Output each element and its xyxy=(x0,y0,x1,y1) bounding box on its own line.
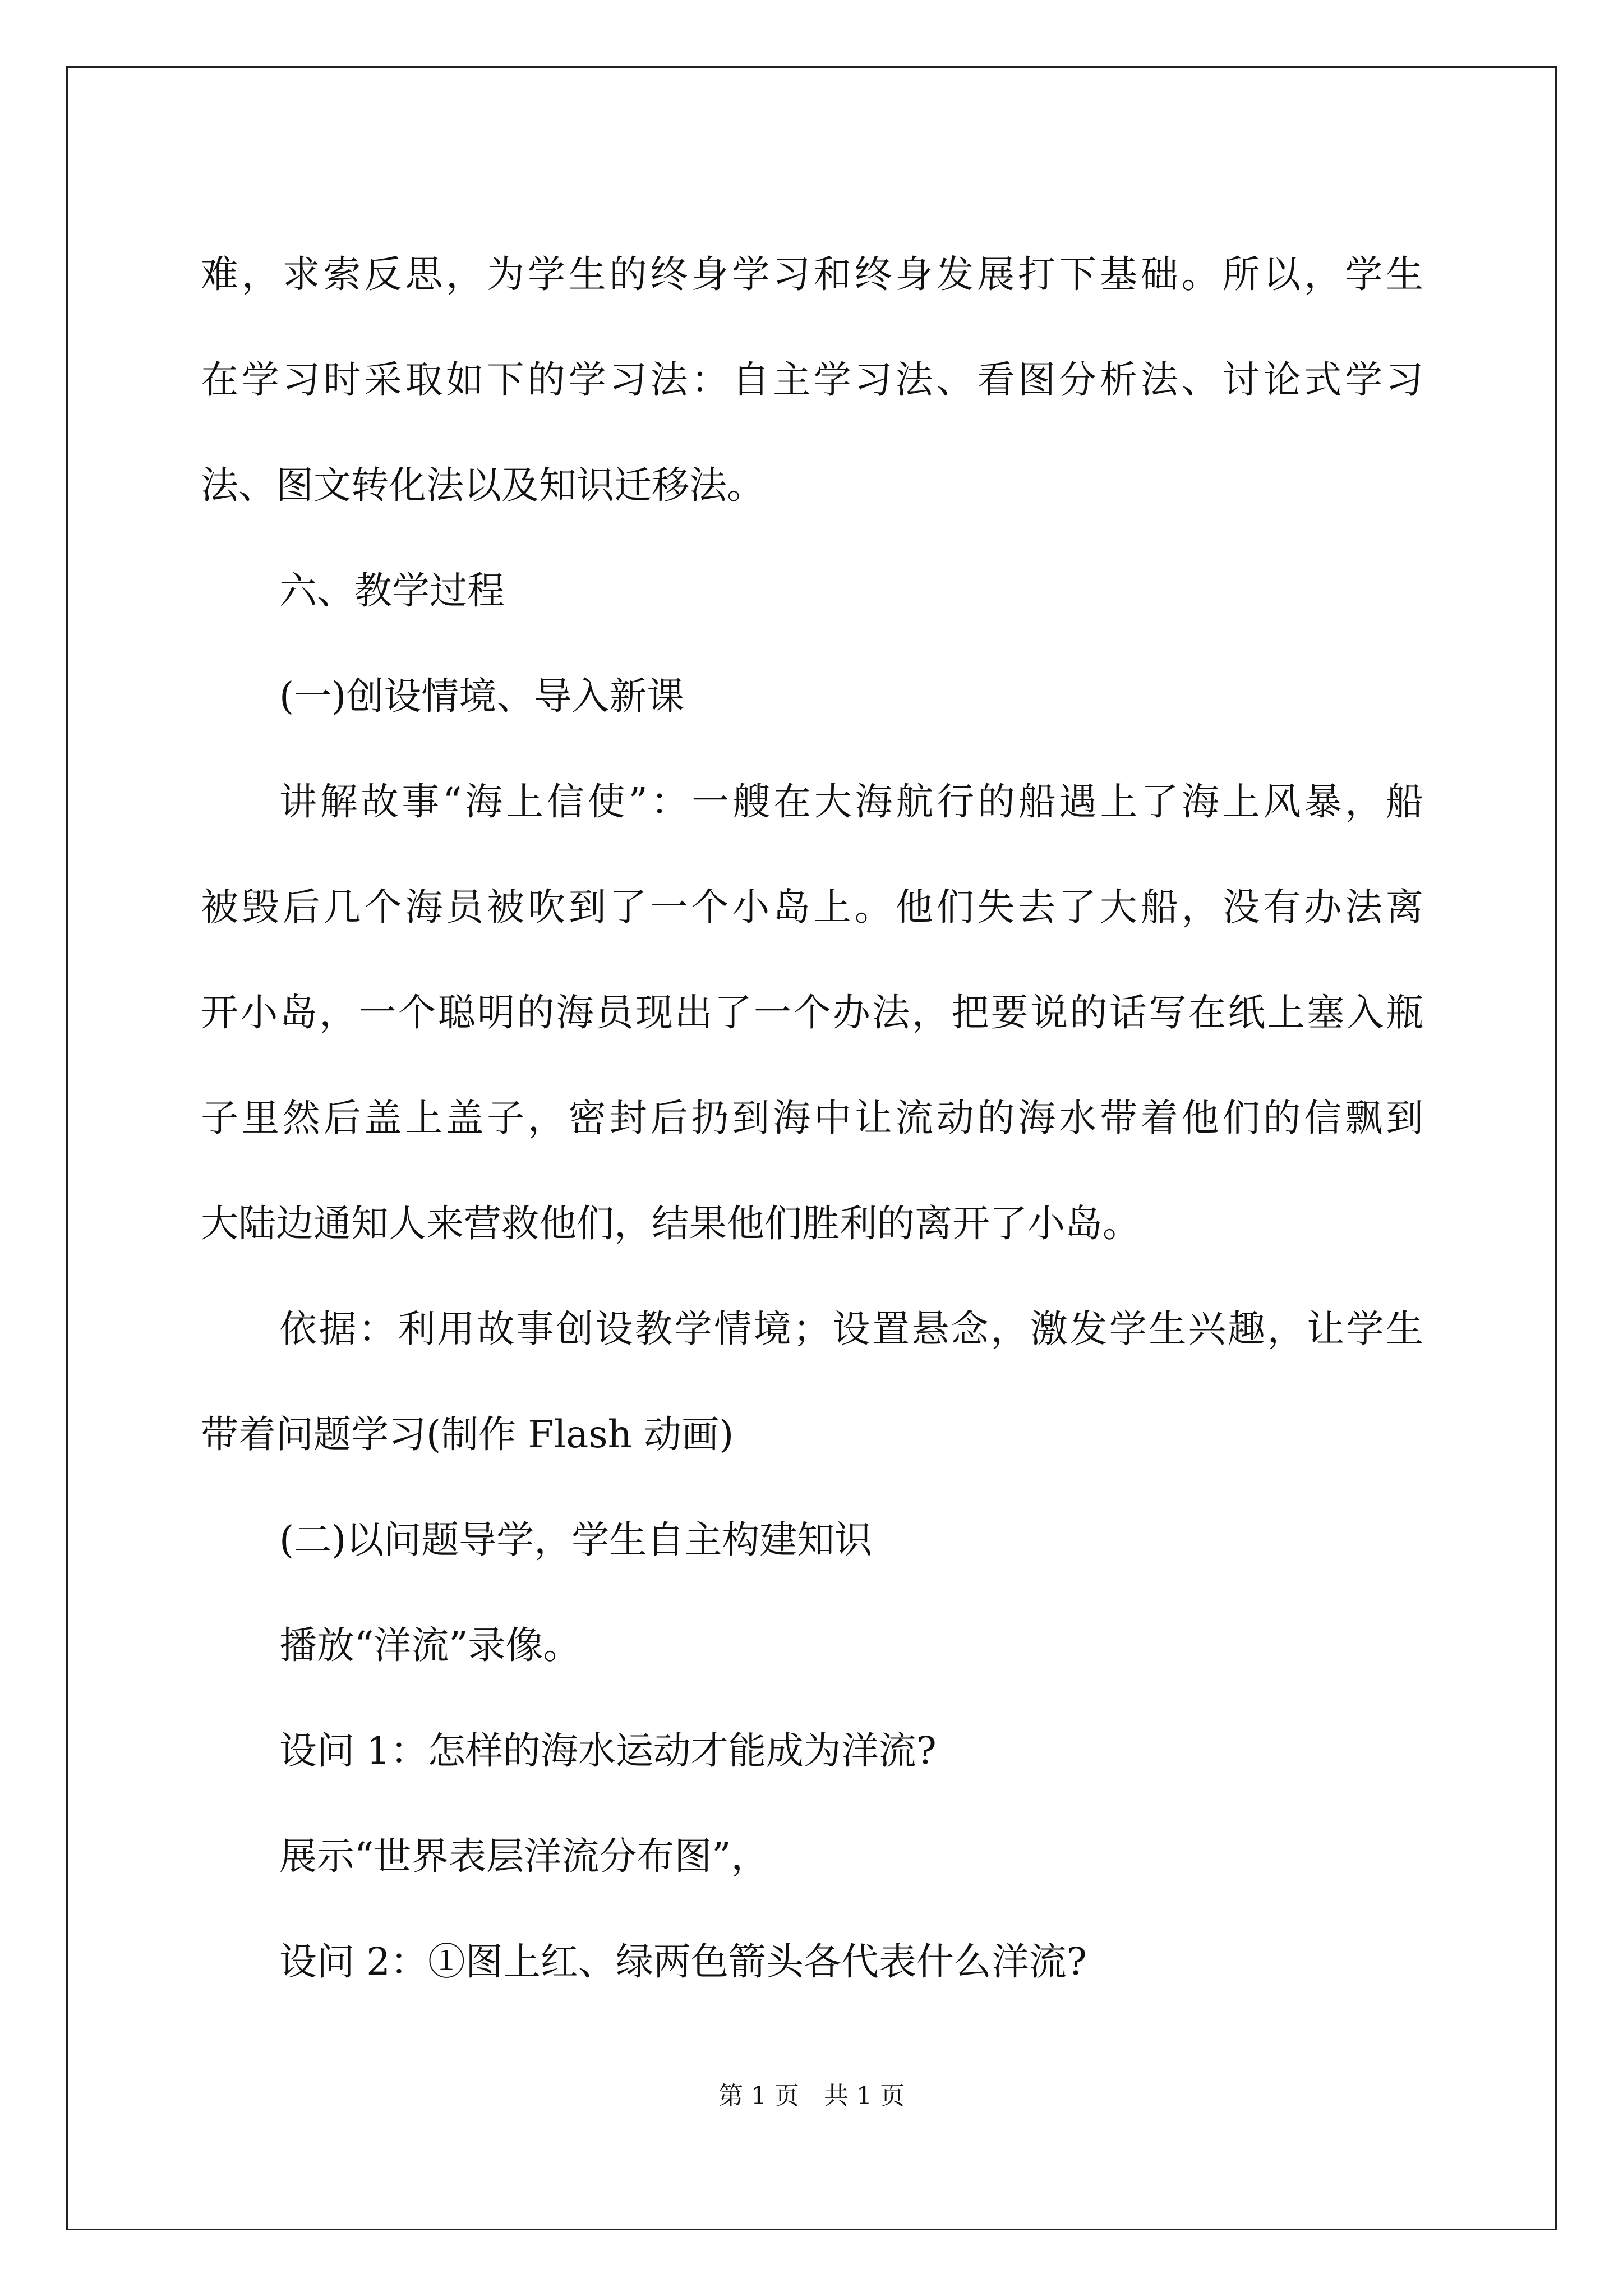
page-footer: 第 1 页 共 1 页 xyxy=(718,2082,905,2110)
paragraph-line: 播放“洋流”录像。 xyxy=(279,1623,581,1667)
section-heading: 六、教学过程 xyxy=(279,569,505,613)
paragraph-line: 设问 1：怎样的海水运动才能成为洋流? xyxy=(279,1729,937,1773)
paragraph-line: 被毁后几个海员被吹到了一个小岛上。他们失去了大船，没有办法离 xyxy=(201,885,1423,929)
document-body xyxy=(201,222,1423,2014)
paragraph-line: 开小岛，一个聪明的海员现出了一个办法，把要说的话写在纸上塞入瓶 xyxy=(201,991,1423,1034)
paragraph-line: 依据：利用故事创设教学情境；设置悬念，激发学生兴趣，让学生 xyxy=(279,1307,1423,1351)
paragraph-line: 难，求索反思，为学生的终身学习和终身发展打下基础。所以，学生 xyxy=(201,252,1423,296)
paragraph-line: 展示“世界表层洋流分布图”， xyxy=(279,1834,769,1878)
paragraph-line: 法、图文转化法以及知识迁移法。 xyxy=(201,463,764,507)
subsection-heading: (一)创设情境、导入新课 xyxy=(279,674,685,718)
paragraph-line: 大陆边通知人来营救他们，结果他们胜利的离开了小岛。 xyxy=(201,1202,1140,1245)
paragraph-line: 子里然后盖上盖子，密封后扔到海中让流动的海水带着他们的信飘到 xyxy=(201,1096,1423,1140)
paragraph-line: 带着问题学习(制作 Flash 动画) xyxy=(201,1412,734,1456)
paragraph-line: 设问 2：①图上红、绿两色箭头各代表什么洋流? xyxy=(279,1940,1087,1984)
paragraph-line: 讲解故事“海上信使”：一艘在大海航行的船遇上了海上风暴，船 xyxy=(279,780,1423,823)
subsection-heading: (二)以问题导学，学生自主构建知识 xyxy=(279,1518,873,1562)
paragraph-line: 在学习时采取如下的学习法：自主学习法、看图分析法、讨论式学习 xyxy=(201,358,1423,402)
